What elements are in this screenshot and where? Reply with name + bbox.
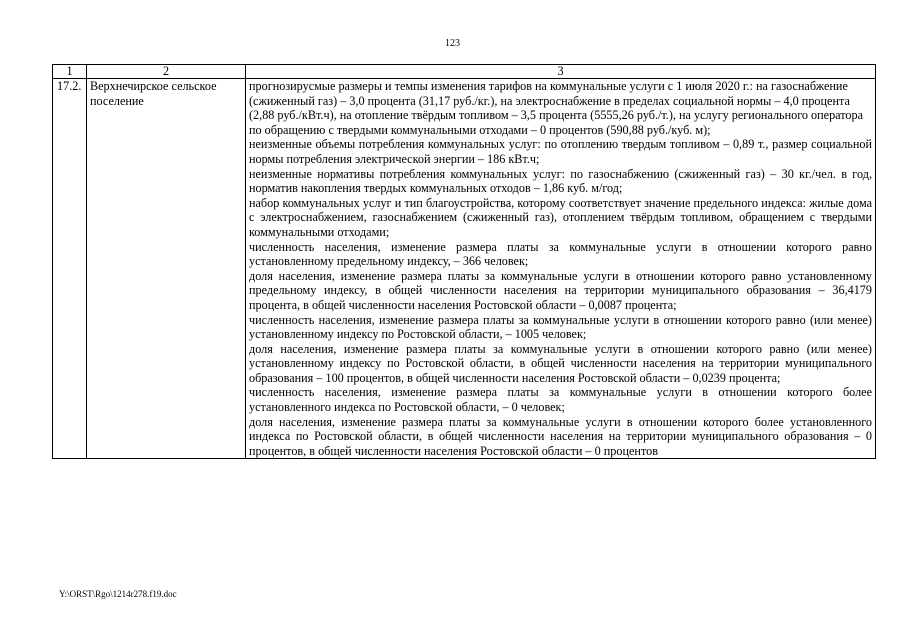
population-equal-or-less-regional-paragraph: численность населения, изменение размера платы за коммунальные услуги в отношении которого равно (или менее) установленному индексу по Ростовской области, – 1005 человек;: [249, 312, 872, 342]
column-header-3: 3: [246, 65, 876, 79]
settlement-name: Верхнечирское сельское поселение: [87, 79, 246, 459]
table-header-row: [53, 65, 876, 79]
share-above-regional-paragraph: доля населения, изменение размера платы за коммунальные услуги в отношении которого более установленного индекса по Ростовской области, в общей численности населения на территории муниципального образования – 0 процентов, в общей численности населения Ростовской области – 0 процентов: [249, 414, 872, 458]
share-equal-or-less-regional-paragraph: доля населения, изменение размера платы за коммунальные услуги в отношении которого равно (или менее) установленному индексу по Ростовской области, в общей численности населения на территории муниципального образования – 100 процентов, в общей численности населения Ростовской области – 0,0239 процента;: [249, 341, 872, 385]
consumption-volumes-paragraph: неизменные объемы потребления коммунальных услуг: по отоплению твердым топливом – 0,89 т., размер социальной нормы потребления электрической энергии – 186 кВт.ч;: [249, 137, 872, 166]
column-header-1: 1: [53, 65, 87, 79]
share-equal-limit-paragraph: доля населения, изменение размера платы за коммунальные услуги в отношении которого равно установленному предельному индексу, в общей численности населения на территории муниципального образования – 36,4179 процента, в общей численности населения Ростовской области – 0,0087 процента;: [249, 268, 872, 312]
footer-file-path: Y:\ORST\Rgo\1214r278.f19.doc: [59, 589, 177, 599]
tariff-table: [52, 64, 876, 459]
column-header-2: 2: [87, 65, 246, 79]
population-above-regional-paragraph: численность населения, изменение размера платы за коммунальные услуги в отношении которого более установленного индекса по Ростовской области, – 0 человек;: [249, 385, 872, 415]
table-row: [53, 79, 876, 459]
row-description: [246, 79, 876, 459]
row-number: 17.2.: [53, 79, 87, 459]
consumption-norms-paragraph: неизменные нормативы потребления коммунальных услуг: по газоснабжению (сжиженный газ) – 30 кг./чел. в год, норматив накопления твердых коммунальных отходов – 1,86 куб. м/год;: [249, 166, 872, 196]
population-equal-limit-paragraph: численность населения, изменение размера платы за коммунальные услуги в отношении которого равно установленному предельному индексу, – 366 человек;: [249, 239, 872, 269]
services-set-paragraph: набор коммунальных услуг и тип благоустройства, которому соответствует значение предельного индекса: жилые дома с электроснабжением, газоснабжением (сжиженный газ), отоплением твёрдым топливом, обращением с твердыми коммунальными отходами;: [249, 195, 872, 239]
page-number: 123: [445, 38, 460, 49]
tariff-forecast-paragraph: прогнозирусмые размеры и темпы изменения тарифов на коммунальные услуги с 1 июля 2020 г.: на газоснабжение (сжиженный газ) – 3,0 процента (31,17 руб./кг.), на электроснабжение в пределах социальной нормы – 4,0 процента (2,88 руб./кВт.ч), на отопление твёрдым топливом – 3,5 процента (5555,26 руб./т.), на услугу регионального оператора по обращению с твердыми коммунальными отходами – 0 процентов (590,88 руб./куб. м);: [249, 79, 864, 137]
